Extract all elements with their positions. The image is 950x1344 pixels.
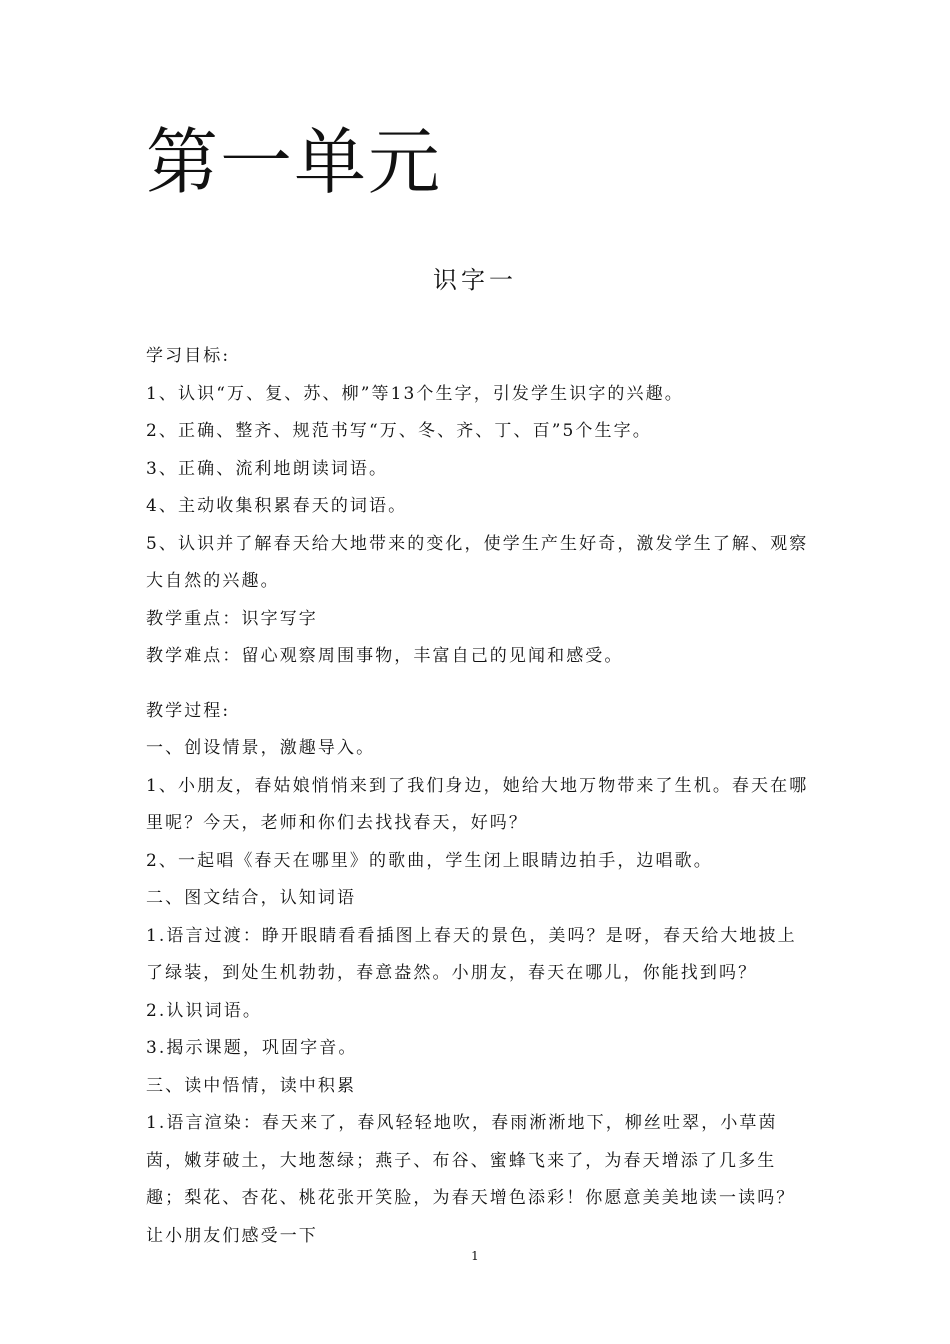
page-number: 1: [471, 1249, 479, 1263]
paragraph-difficulties: 教学难点：留心观察周围事物，丰富自己的见闻和感受。: [146, 646, 624, 666]
paragraph-section-1-item-2: 2、一起唱《春天在哪里》的歌曲，学生闭上眼睛边拍手，边唱歌。: [146, 850, 713, 871]
lesson-title: 识字一: [433, 266, 517, 294]
paragraph-objective-3: 3、正确、流利地朗读词语。: [146, 458, 389, 479]
paragraph-process-heading: 教学过程:: [146, 700, 231, 721]
paragraph-section-2-item-2: 2.认识词语。: [146, 1000, 262, 1021]
paragraph-objectives-heading: 学习目标:: [146, 346, 231, 366]
paragraph-section-2-heading: 二、图文结合，认知词语: [146, 888, 357, 908]
paragraph-key-points: 教学重点：识字写字: [146, 608, 318, 629]
document-body: [146, 338, 812, 1255]
paragraph-section-2-item-1: 1.语言过渡：睁开眼睛看看插图上春天的景色，美吗？是呀，春天给大地披上了绿装，到处生机勃勃，春意盎然。小朋友，春天在哪儿，你能找到吗？: [146, 925, 797, 983]
paragraph-objective-5: 5、认识并了解春天给大地带来的变化，使学生产生好奇，激发学生了解、观察大自然的兴趣。: [146, 533, 809, 591]
paragraph-section-3-item-1: 1.语言渲染：春天来了，春风轻轻地吹，春雨淅淅地下，柳丝吐翠，小草茵茵，嫩芽破土，大地葱绿；燕子、布谷、蜜蜂飞来了，为春天增添了几多生趣；梨花、杏花、桃花张开笑脸，为春天增色添彩！你愿意美美地读一读吗？让小朋友们感受一下: [146, 1113, 796, 1246]
paragraph-section-1-heading: 一、创设情景，激趣导入。: [146, 738, 376, 758]
paragraph-section-3-heading: 三、读中悟情，读中积累: [146, 1075, 357, 1096]
paragraph-section-1-item-1: 1、小朋友，春姑娘悄悄来到了我们身边，她给大地万物带来了生机。春天在哪里呢？今天，老师和你们去找找春天，好吗？: [146, 775, 809, 833]
paragraph-objective-4: 4、主动收集积累春天的词语。: [146, 496, 408, 516]
paragraph-objective-2: 2、正确、整齐、规范书写“万、冬、齐、丁、百”5个生字。: [146, 421, 652, 441]
paragraph-section-2-item-3: 3.揭示课题，巩固字音。: [146, 1038, 358, 1058]
unit-title: 第一单元: [146, 120, 443, 204]
paragraph-objective-1: 1、认识“万、复、苏、柳”等13个生字，引发学生识字的兴趣。: [146, 383, 684, 404]
